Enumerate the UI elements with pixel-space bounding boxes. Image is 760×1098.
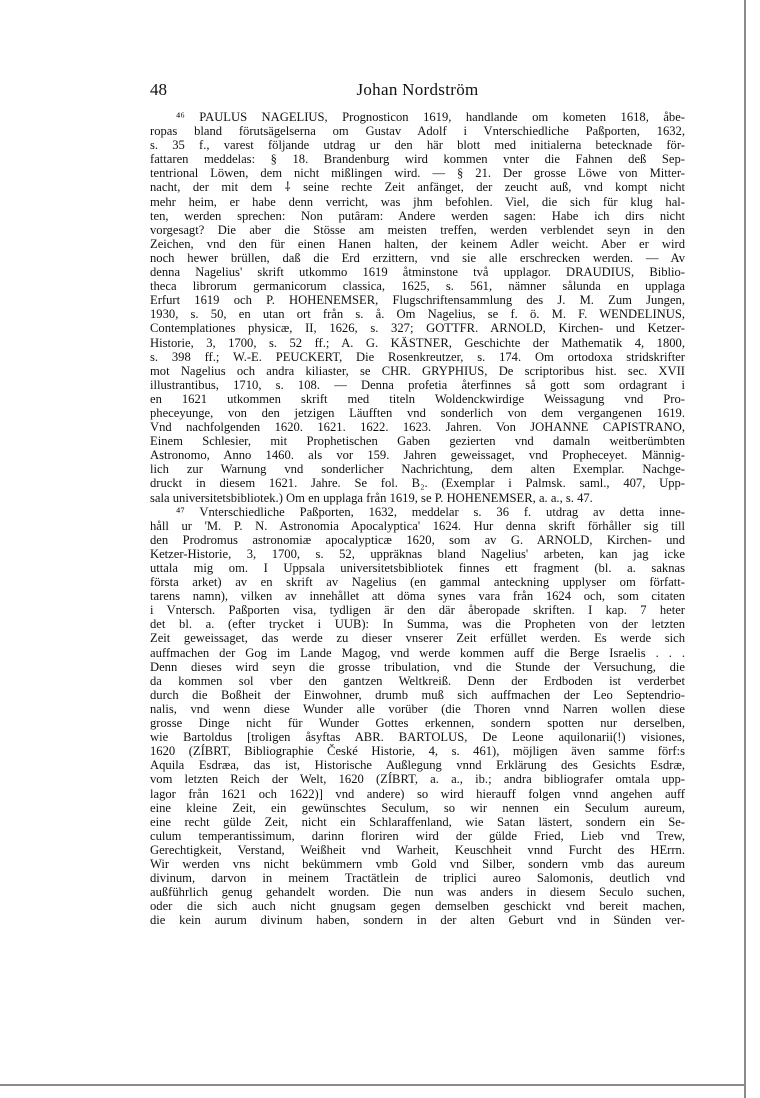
text-line: ⁴⁶ PAULUS NAGELIUS, Prognosticon 1619, handlande om kometen 1618, åbe- xyxy=(176,110,685,124)
running-head: Johan Nordström xyxy=(356,80,479,99)
page-number: 48 xyxy=(150,80,167,99)
text-line: Wir werden vns nicht bekümmern vmb Gold vnd Silber, sondern vmb das aureum xyxy=(150,856,685,871)
text-line: sala universitetsbibliotek.) Om en upplaga från 1619, se P. HOHENEMSER, a. a., s. 47. xyxy=(150,490,593,505)
text-line: culum temperantissimum, darinn floriren wird der gülde Fried, Lieb vnd Trew, xyxy=(150,828,685,843)
text-line: vom letzten Reich der Welt, 1620 (ZÍBRT, a. a., ib.; andra bibliografer omtala upp- xyxy=(150,772,685,787)
text-line: grosse Dinge nicht für Wunder Gottes erkennen, sondern spotten nur derselben, xyxy=(150,716,685,731)
text-line: durch die Boßheit der Einwohner, drumb muß sich auffmachen der Leo Septendrio- xyxy=(150,687,685,702)
text-line: det bl. a. (efter trycket i UUB): In Summa, was die Propheten von der letzten xyxy=(150,617,685,632)
text-line: oder die sich auch nicht gnugsam gegen demselben geschickt vnd bereit machen, xyxy=(150,899,685,914)
text-line: Erfurt 1619 och P. HOHENEMSER, Flugschriftensammlung des J. M. Zum Jungen, xyxy=(150,293,685,308)
text-line: mehr heim, er habe denn verricht, was jhm befohlen. Viel, die sich für klug hal- xyxy=(150,194,685,209)
text-line: noch hewer brüllen, daß die Erd erzittern, vnd sie alle erschrecken werden. — Av xyxy=(150,250,685,265)
text-line: denna Nagelius' skrift utkommo 1619 åtminstone två upplagor. DRAUDIUS, Biblio- xyxy=(150,265,685,280)
text-line: ropas bland förutsägelserna om Gustav Adolf i Vnterschiedliche Paßporten, 1632, xyxy=(150,124,685,139)
text-line: divinum, darvon in meinem Tractätlein de triplici aureo Salomonis, deutlich vnd xyxy=(150,871,685,886)
text-line: wie Bartoldus [troligen åsyftas ABR. BARTOLUS, De Leone aquilonarii(!) visiones, xyxy=(150,730,685,745)
text-line: 1930, s. 50, en utan ort från s. å. Om Nagelius, se f. ö. M. F. WENDELINUS, xyxy=(150,307,685,322)
text-line: Gerechtigkeit, Verstand, Weißheit vnd Warheit, Keuschheit vnnd Furcht des HErrn. xyxy=(150,842,685,857)
text-line: mot Nagelius och andra kiliaster, se CHR. GRYPHIUS, De scriptoribus hist. sec. XVII xyxy=(150,363,685,378)
text-line: lagor från 1621 och 1622)] vnd andere) so wird hierauff folgen vnnd angehen auff xyxy=(150,786,685,801)
text-line: nalis, vnd wenn diese Wunder alle vorüber (die Thoren vnnd Narren wollen diese xyxy=(150,701,685,716)
text-line: vorgesagt? Die aber die Stösse am meisten treffen, werden verblendet seyn in den xyxy=(150,222,685,237)
text-line: theca librorum germanicorum classica, 1625, s. 561, nämner sålunda en upplaga xyxy=(150,279,685,294)
text-line: s. 398 ff.; W.-E. PEUCKERT, Die Rosenkreutzer, s. 174. Om ortodoxa stridskrifter xyxy=(150,349,685,364)
page-header xyxy=(150,80,685,102)
text-line: Contemplationes physicæ, II, 1626, s. 327; GOTTFR. ARNOLD, Kirchen- und Ketzer- xyxy=(150,321,685,336)
text-line: Vnd nachfolgenden 1620. 1621. 1622. 1623. Jahren. Von JOHANNE CAPISTRANO, xyxy=(150,420,685,435)
text-line: ten, werden sprechen: Non putâram: Andere werden sagen: Habe ich dirs nicht xyxy=(150,208,685,223)
text-line: uttala mig om. I Uppsala universitetsbibliotek finnes ett fragment (bl. a. saknas xyxy=(150,561,685,575)
text-line: Historie, 3, 1700, s. 52 ff.; A. G. KÄSTNER, Geschichte der Mathematik 4, 1800, xyxy=(150,335,685,350)
footnote-body xyxy=(150,110,685,927)
text-line: Ketzer-Historie, 3, 1700, s. 52, uppräknas bland Nagelius' arbeten, kan jag icke xyxy=(150,546,685,561)
text-line: den Prodromus astronomiæ apocalypticæ 1620, som av G. ARNOLD, Kirchen- und xyxy=(150,532,685,547)
text-line: Zeichen, vnd den für einen Hanen halten, der keinem Adler weicht. Aber er wird xyxy=(150,236,685,251)
text-line: Denn dieses wird seyn die grosse tribulation, vnd die Stunde der Versuchung, die xyxy=(150,659,685,674)
text-line: Astronomo, Anno 1460. als vor 159. Jahren geweissaget, vnd Propheceyet. Männig- xyxy=(150,448,685,463)
text-line: druckt in diesem 1621. Jahre. Se fol. B₂. (Exemplar i Palmsk. saml., 407, Upp- xyxy=(150,476,685,491)
text-line: lich zur Warnung vnd sonderlicher Nachrichtung, dem alten Exemplar. Nachge- xyxy=(150,462,685,477)
text-line: första arket) av en skrift av Nagelius (en gammal anteckning upplyser om författ- xyxy=(150,575,685,590)
text-line: die kein aurum divinum haben, sondern in der alten Geburt vnd in Sünden ver- xyxy=(150,913,685,928)
text-line: tentrional Löwen, dem nicht mißlingen wird. — § 21. Der grosse Löwe von Mitter- xyxy=(150,166,685,181)
text-line: auffmachen der Gog im Lande Magog, vnd werde kommen auff die Berge Israelis . . . xyxy=(150,645,685,660)
scan-border-right xyxy=(744,0,746,1098)
text-line: illustrantibus, 1710, s. 108. — Denna profetia återfinnes så gott som ordagrant i xyxy=(150,377,685,392)
text-line: Zeit geweissaget, das werde zu dieser vnserer Zeit erfüllet werden. Es werde sich xyxy=(150,631,685,646)
text-line: außführlich genug gehandelt worden. Die nun was anders in diesem Seculo suchen, xyxy=(150,885,685,900)
text-line: tarens namn), vilken av innehållet att döma synes vara från 1624 och, som citaten xyxy=(150,589,685,604)
text-line: s. 35 f., varest följande utdrag ur den här blott med initialerna betecknade för- xyxy=(150,138,685,153)
text-line: i Vntersch. Paßporten visa, tydligen är den där åberopade skriften. I kap. 7 heter xyxy=(150,603,685,618)
text-line: da kommen sol vber den gantzen Weltkreiß. Denn der Erdboden ist verderbet xyxy=(150,673,685,688)
text-line: eine recht gülde Zeit, nicht ein Schlaraffenland, wie Satan lästert, sondern ein Se- xyxy=(150,814,685,829)
text-line: eine kleine Zeit, ein gewünschtes Seculum, so wir nennen ein Seculum aureum, xyxy=(150,800,685,815)
text-line: en 1621 utkommen skrift med titeln Woldenckwirdige Weissagung vnd Pro- xyxy=(150,391,685,406)
text-line: Aquila Esdræa, das ist, Historische Außlegung vnnd Erklärung des Gesichts Esdræ, xyxy=(150,758,685,773)
text-line: 1620 (ZÍBRT, Bibliographie České Historie, 4, s. 461), möjligen även samme förf:s xyxy=(150,744,685,759)
scan-border-bottom xyxy=(0,1084,746,1086)
text-line: ⁴⁷ Vnterschiedliche Paßporten, 1632, meddelar s. 36 f. utdrag av detta inne- xyxy=(176,504,685,519)
text-line: Einem Schlesier, mit Prophetischen Gaben gezierten vnd damaln weitberümbten xyxy=(150,434,685,449)
text-line: pheceyunge, von den jetzigen Läufften vnd sonderlich von dem vergangenen 1619. xyxy=(150,405,685,420)
text-line: fattaren meddelas: § 18. Brandenburg wird kommen vnter die Fahnen deß Sep- xyxy=(150,152,685,167)
text-line: håll ur 'M. P. N. Astronomia Apocalyptica' 1624. Hur denna skrift förhåller sig till xyxy=(150,518,685,533)
text-line: nacht, der mit dem ⸸ seine rechte Zeit anfänget, der zeucht auß, vnd kompt nicht xyxy=(150,180,685,195)
